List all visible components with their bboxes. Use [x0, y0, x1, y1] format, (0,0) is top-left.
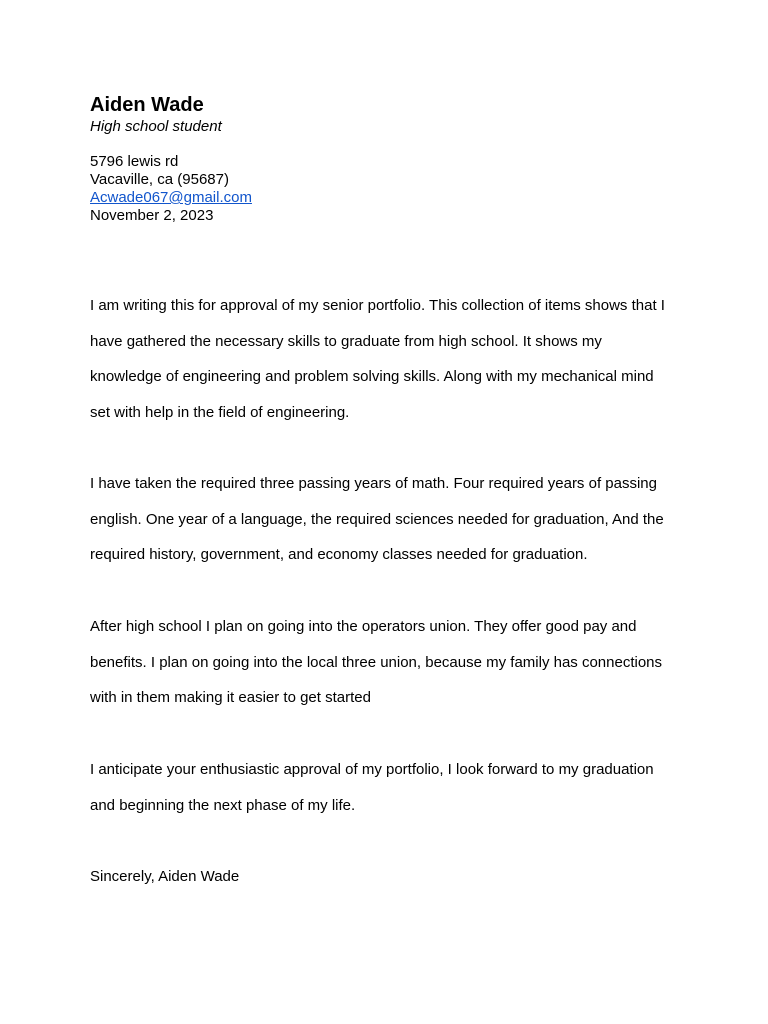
sender-name: Aiden Wade — [90, 94, 204, 116]
paragraph-line: knowledge of engineering and problem solving skills. Along with my mechanical mind — [90, 368, 654, 385]
closing-signature: Sincerely, Aiden Wade — [90, 868, 240, 885]
email-link[interactable]: Acwade067@gmail.com — [90, 189, 252, 206]
paragraph-line: set with help in the field of engineering. — [90, 403, 350, 421]
body-paragraph-4 — [90, 752, 690, 823]
paragraph-line: english. One year of a language, the required sciences needed for graduation, And the — [90, 510, 664, 528]
closing-block — [90, 859, 690, 895]
paragraph-line: with in them making it easier to get started — [90, 689, 371, 706]
paragraph-line: and beginning the next phase of my life. — [90, 796, 356, 814]
paragraph-line: After high school I plan on going into the operators union. They offer good pay and — [90, 618, 637, 635]
paragraph-line: have gathered the necessary skills to graduate from high school. It shows my — [90, 332, 602, 350]
letter-date: November 2, 2023 — [90, 207, 214, 224]
paragraph-line: I have taken the required three passing years of math. Four required years of passing — [90, 475, 657, 492]
paragraph-line: I anticipate your enthusiastic approval of my portfolio, I look forward to my graduation — [90, 761, 654, 778]
body-paragraph-3 — [90, 609, 690, 716]
letter-header — [90, 93, 690, 225]
address-line-2: Vacaville, ca (95687) — [90, 171, 229, 188]
paragraph-line: I am writing this for approval of my senior portfolio. This collection of items shows that I — [90, 297, 665, 314]
body-paragraph-2 — [90, 466, 690, 573]
paragraph-line: benefits. I plan on going into the local three union, because my family has connections — [90, 653, 663, 671]
paragraph-line: required history, government, and economy classes needed for graduation. — [90, 546, 588, 563]
sender-title: High school student — [90, 118, 222, 135]
email-line — [90, 189, 690, 207]
body-paragraph-1 — [90, 288, 690, 430]
address-line-1: 5796 lewis rd — [90, 153, 179, 170]
